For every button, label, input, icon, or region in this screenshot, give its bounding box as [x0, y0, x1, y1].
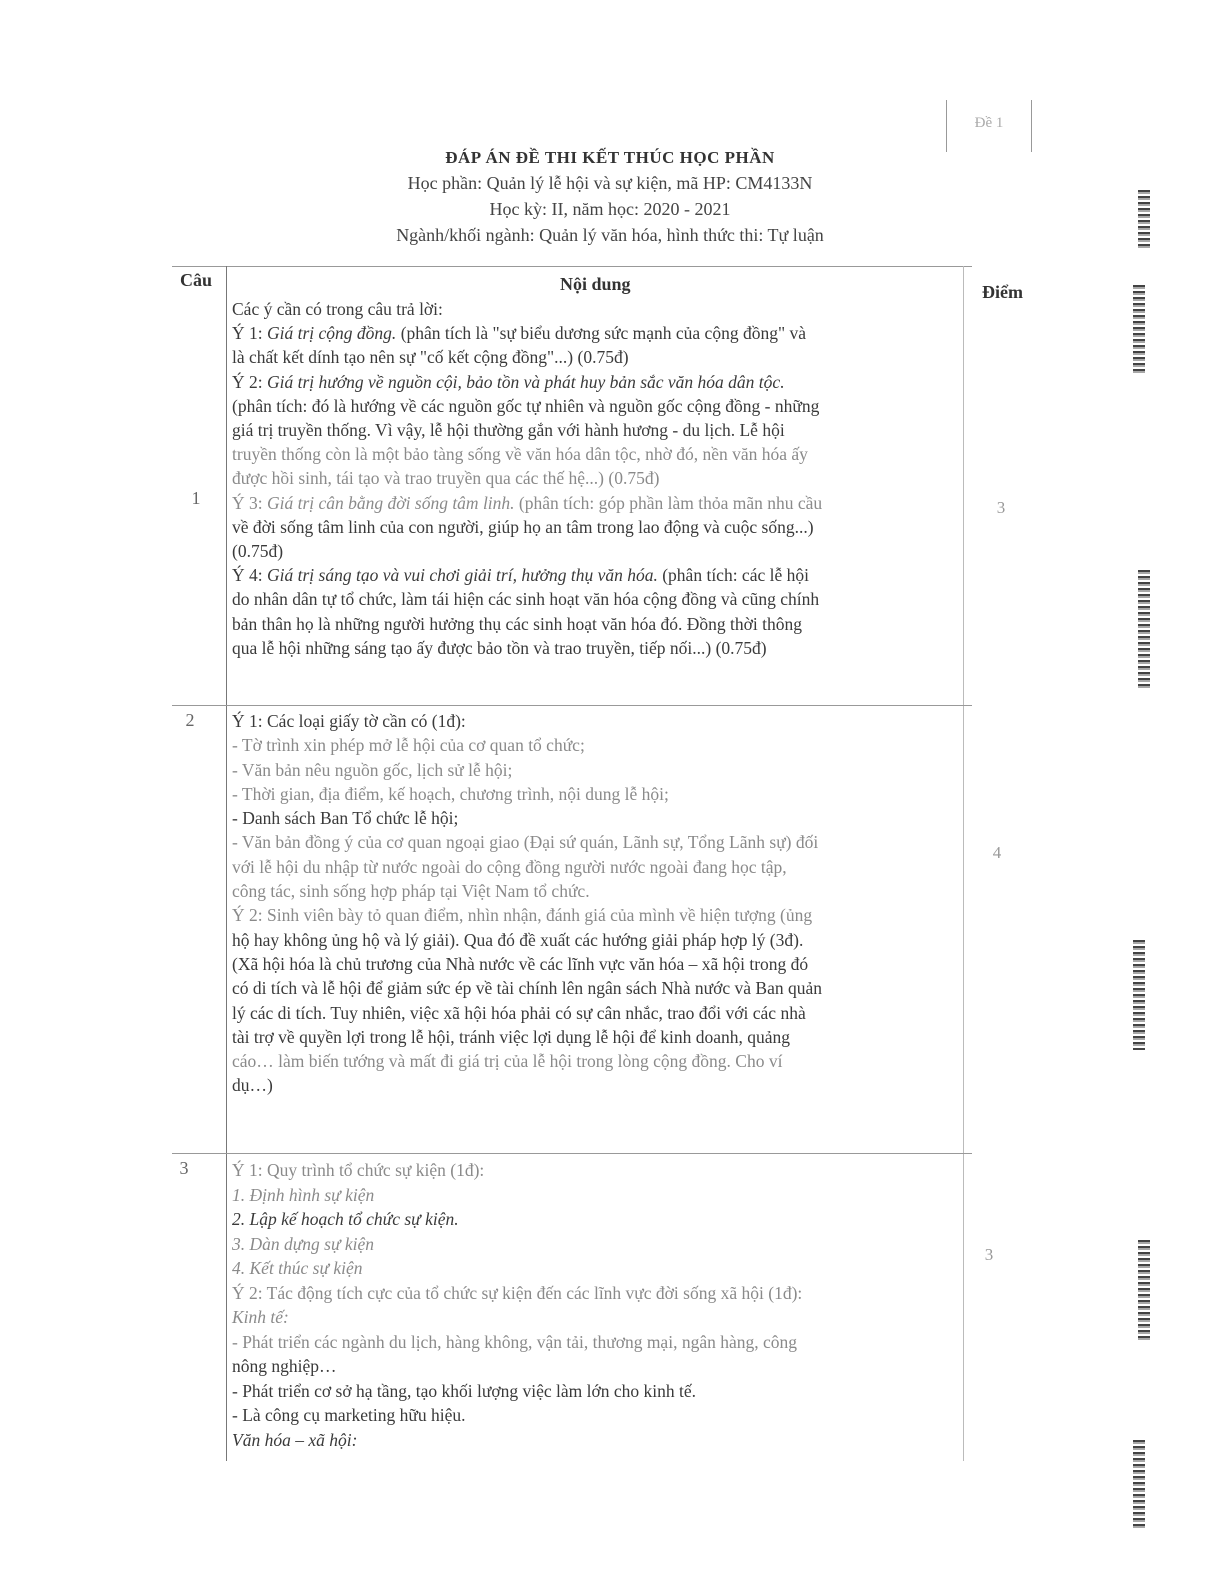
content-line: - Tờ trình xin phép mở lễ hội của cơ quan tổ chức; [232, 735, 585, 756]
score-3: 3 [984, 1245, 994, 1264]
content-line: - Văn bản đồng ý của cơ quan ngoại giao (Đại sứ quán, Lãnh sự, Tổng Lãnh sự) đối [232, 832, 819, 853]
content-line: dụ…) [232, 1075, 273, 1096]
content-line: (0.75đ) [232, 541, 284, 562]
table-divider-right [963, 266, 964, 1461]
question-number-2: 2 [185, 710, 195, 730]
content-line: - Thời gian, địa điểm, kế hoạch, chương trình, nội dung lễ hội; [232, 783, 669, 804]
content-line: được hồi sinh, tái tạo và trao truyền qua các thế hệ...) (0.75đ) [232, 468, 660, 489]
scan-artifact [1133, 1440, 1145, 1530]
content-line: Ý 2: Tác động tích cực của tổ chức sự kiện đến các lĩnh vực đời sống xã hội (1đ): [232, 1282, 803, 1303]
semester-line: Học kỳ: II, năm học: 2020 - 2021 [489, 199, 731, 219]
content-line: 4. Kết thúc sự kiện [232, 1258, 363, 1278]
question-number-1: 1 [191, 488, 201, 508]
content-line: Ý 1: Quy trình tổ chức sự kiện (1đ): [232, 1160, 485, 1180]
content-line: nông nghiệp… [232, 1356, 337, 1376]
content-line: về đời sống tâm linh của con người, giúp họ an tâm trong lao động và cuộc sống...) [232, 516, 814, 537]
content-line: - Danh sách Ban Tổ chức lễ hội; [232, 808, 459, 829]
content-line: - Phát triển các ngành du lịch, hàng không, vận tải, thương mại, ngân hàng, công [232, 1331, 797, 1352]
content-line: Ý 1: Giá trị cộng đồng. (phân tích là "sự biểu dương sức mạnh của cộng đồng" và [232, 323, 806, 344]
content-line: lý các di tích. Tuy nhiên, việc xã hội hóa phải có sự cân nhắc, trao đổi với các nhà [232, 1002, 806, 1023]
content-line: - Phát triển cơ sở hạ tầng, tạo khối lượng việc làm lớn cho kinh tế. [232, 1380, 696, 1401]
content-line: Ý 2: Sinh viên bày tỏ quan điểm, nhìn nhận, đánh giá của mình về hiện tượng (ủng [232, 905, 813, 926]
content-line: Ý 3: Giá trị cân bằng đời sống tâm linh. (phân tích: góp phần làm thỏa mãn nhu cầu [232, 492, 823, 513]
content-line: (Xã hội hóa là chủ trương của Nhà nước về các lĩnh vực văn hóa – xã hội trong đó [232, 953, 809, 974]
scan-artifact [1138, 190, 1150, 250]
score-1: 3 [996, 498, 1006, 517]
content-line: Kinh tế: [232, 1307, 289, 1327]
answer-content-1 [232, 297, 959, 660]
answer-content-2 [232, 709, 959, 1098]
document-title: ĐÁP ÁN ĐỀ THI KẾT THÚC HỌC PHẦN [445, 148, 775, 167]
exam-code-box: Đề 1 [946, 100, 1032, 152]
content-line: do nhân dân tự tổ chức, làm tái hiện các sinh hoạt văn hóa cộng đồng và cũng chính [232, 589, 820, 610]
content-line: qua lễ hội những sáng tạo ấy được bảo tồn và trao truyền, tiếp nối...) (0.75đ) [232, 637, 767, 658]
scan-artifact [1138, 570, 1150, 690]
content-line: với lễ hội du nhập từ nước ngoài do cộng đồng người nước ngoài đang học tập, [232, 856, 787, 877]
column-header-content: Nội dung [560, 274, 631, 294]
document-header [340, 146, 880, 248]
score-2: 4 [992, 843, 1002, 862]
column-header-question: Câu [180, 270, 213, 290]
content-line: cáo… làm biến tướng và mất đi giá trị của lễ hội trong lòng cộng đồng. Cho ví [232, 1051, 783, 1072]
content-line: bản thân họ là những người hưởng thụ các sinh hoạt văn hóa đó. Đồng thời thông [232, 613, 802, 634]
content-line: là chất kết dính tạo nên sự "cố kết cộng đồng"...) (0.75đ) [232, 347, 629, 368]
content-line: tài trợ về quyền lợi trong lễ hội, tránh việc lợi dụng lễ hội để kinh doanh, quảng [232, 1026, 790, 1047]
column-header-score: Điểm [982, 282, 1023, 302]
content-line: Ý 2: Giá trị hướng về nguồn cội, bảo tồn và phát huy bản sắc văn hóa dân tộc. [232, 371, 785, 392]
content-line: Ý 1: Các loại giấy tờ cần có (1đ): [232, 711, 466, 731]
content-line: có di tích và lễ hội để giảm sức ép về tài chính lên ngân sách Nhà nước và Ban quản [232, 978, 822, 999]
content-line: Ý 4: Giá trị sáng tạo và vui chơi giải trí, hưởng thụ văn hóa. (phân tích: các lễ hội [232, 565, 809, 586]
question-number-3: 3 [179, 1158, 189, 1178]
content-line: - Là công cụ marketing hữu hiệu. [232, 1405, 466, 1425]
scan-artifact [1138, 1240, 1150, 1340]
content-line: Văn hóa – xã hội: [232, 1429, 358, 1450]
content-line: (phân tích: đó là hướng về các nguồn gốc tự nhiên và nguồn gốc cộng đồng - những [232, 395, 820, 416]
course-line: Học phần: Quản lý lễ hội và sự kiện, mã HP: CM4133N [407, 173, 813, 193]
table-divider-left [226, 266, 227, 1461]
table-top-border [172, 266, 972, 267]
content-line: 2. Lập kế hoạch tổ chức sự kiện. [232, 1209, 459, 1229]
content-line: giá trị truyền thống. Vì vậy, lễ hội thường gắn với hành hương - du lịch. Lễ hội [232, 420, 785, 441]
content-line: hộ hay không ủng hộ và lý giải). Qua đó đề xuất các hướng giải pháp hợp lý (3đ). [232, 929, 804, 950]
scan-artifact [1133, 285, 1145, 375]
answer-content-3 [232, 1158, 959, 1452]
content-line: truyền thống còn là một bảo tàng sống về văn hóa dân tộc, nhờ đó, nền văn hóa ấy [232, 444, 808, 465]
major-line: Ngành/khối ngành: Quản lý văn hóa, hình thức thi: Tự luận [396, 225, 824, 245]
row-separator-1 [172, 705, 972, 706]
content-line: 1. Định hình sự kiện [232, 1184, 375, 1205]
content-line: 3. Dàn dựng sự kiện [232, 1233, 375, 1254]
content-line: - Văn bản nêu nguồn gốc, lịch sử lễ hội; [232, 759, 513, 780]
content-line: công tác, sinh sống hợp pháp tại Việt Nam tổ chức. [232, 881, 590, 902]
content-line: Các ý cần có trong câu trả lời: [232, 299, 443, 319]
row-separator-2 [172, 1153, 972, 1154]
scan-artifact [1133, 940, 1145, 1050]
